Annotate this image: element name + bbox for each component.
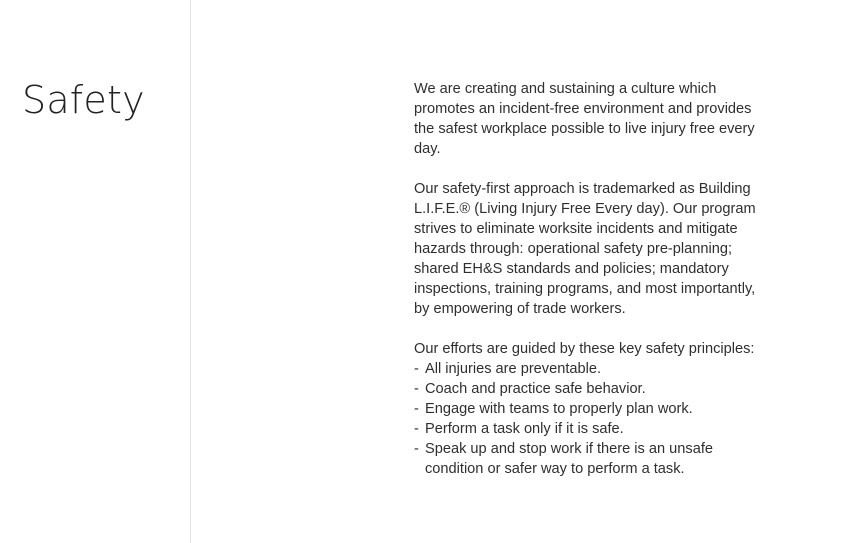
principle-item: - Speak up and stop work if there is an unsafe condition or safer way to perform a task. bbox=[414, 439, 774, 479]
principles-intro: Our efforts are guided by these key safety principles: bbox=[414, 341, 755, 357]
page-title: Safety bbox=[22, 78, 145, 122]
principle-item: - Engage with teams to properly plan work. bbox=[414, 399, 774, 419]
principles-section bbox=[414, 339, 774, 479]
intro-paragraph: We are creating and sustaining a culture which promotes an incident-free environment and provides the safest workplace possible to live injury free every day. bbox=[414, 81, 755, 157]
principle-item: - All injuries are preventable. bbox=[414, 359, 774, 379]
approach-paragraph: Our safety-first approach is trademarked as Building L.I.F.E.® (Living Injury Free Every day). Our program strives to eliminate worksite incidents and mitigate hazards through: operational safety pre-planning; shared EH&S standards and policies; mandatory inspections, training programs, and most importantly, by empowering of trade workers. bbox=[414, 181, 756, 317]
principle-item: - Coach and practice safe behavior. bbox=[414, 379, 774, 399]
principle-item: - Perform a task only if it is safe. bbox=[414, 419, 774, 439]
left-panel bbox=[0, 0, 191, 543]
safety-content bbox=[414, 79, 774, 479]
principles-list bbox=[414, 359, 774, 479]
